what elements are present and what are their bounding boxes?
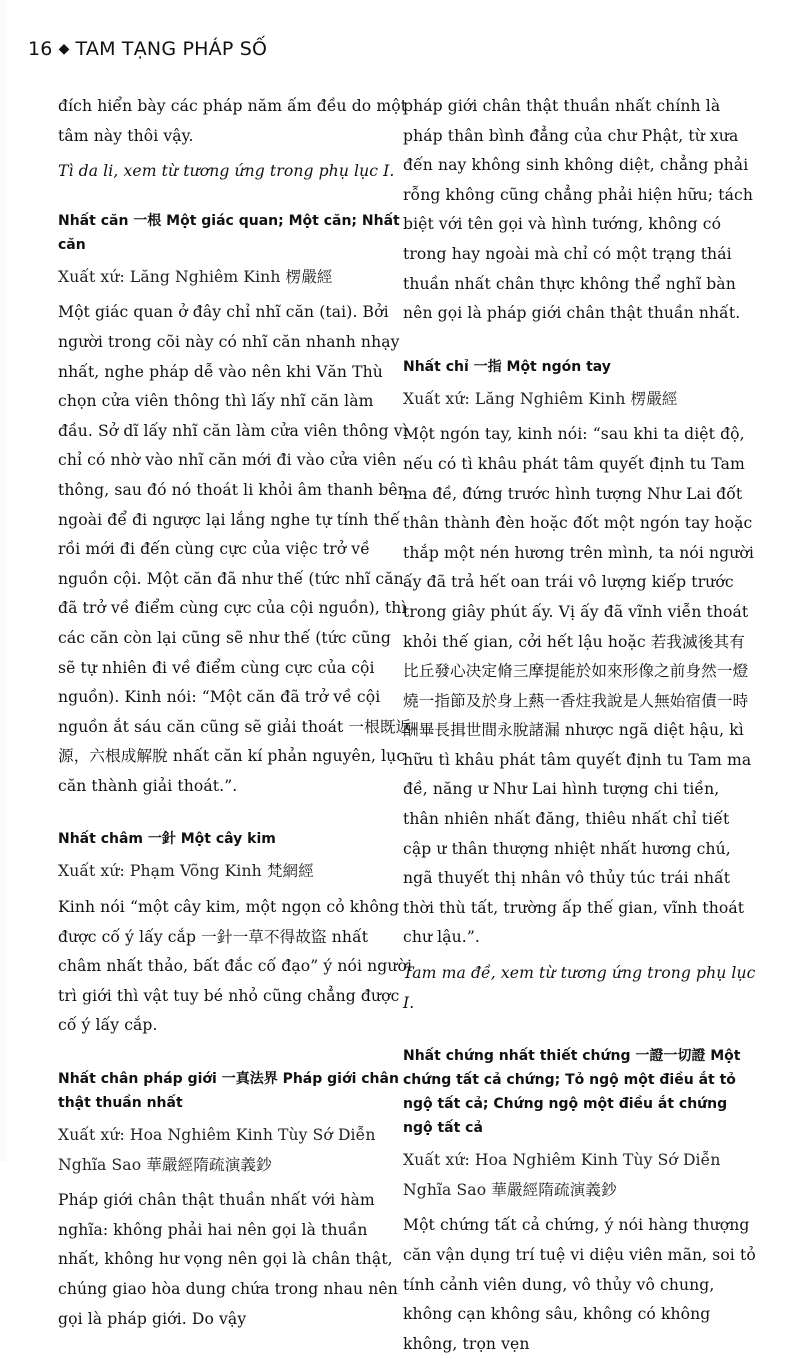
entry-source-nhat-chi: Xuất xứ: Lăng Nghiêm Kinh 楞嚴經	[403, 389, 678, 408]
running-title: TAM TẠNG PHÁP SỐ	[75, 38, 268, 60]
entry-body-nhat-chung: Một chứng tất cả chứng, ý nói hàng thượng căn vận dụng trí tuệ vi diệu viên mãn, soi tỏ tính cảnh viên dung, vô thủy vô chung, không cạn không sâu, không có không không, trọn vẹn	[403, 1216, 756, 1353]
page-edge-shadow	[0, 0, 6, 1162]
entry-heading-nhat-chi: Nhất chỉ 一指 Một ngón tay	[403, 358, 611, 375]
entry-body-nhat-can: Một giác quan ở đây chỉ nhĩ căn (tai). Bởi người trong cõi này có nhĩ căn nhanh nhạy nhất, nghe pháp dễ vào nên khi Văn Thù chọn cửa viên thông thì lấy nhĩ căn làm đầu. Sở dĩ lấy nhĩ căn làm cửa viên thông vì chỉ có nhờ vào nhĩ căn mới đi vào cửa viên thông, sau đó nó thoát li khỏi âm thanh bên ngoài để đi ngược lại lắng nghe tự tính thế rồi mới đi đến cùng cực của việc trở về nguồn cội. Một căn đã như thế (tức nhĩ căn đã trở về điểm cùng cực của cội nguồn), thì các căn còn lại cũng sẽ như thế (tức cũng sẽ tự nhiên đi về điểm cùng cực của cội nguồn). Kinh nói: “Một căn đã trở về cội nguồn ắt sáu căn cũng sẽ giải thoát 一根既返源，六根成解脫 nhất căn kí phản nguyên, lục căn thành giải thoát.”.	[58, 303, 412, 795]
entry-heading-nhat-cham: Nhất châm 一針 Một cây kim	[58, 831, 276, 848]
entry-note-nhat-chi: Tam ma đề, xem từ tương ứng trong phụ lục I.	[403, 964, 756, 1012]
entry-source-nhat-chan-phap-gioi: Xuất xứ: Hoa Nghiêm Kinh Tùy Sớ Diễn Nghĩa Sao 華嚴經隋疏演義鈔	[58, 1126, 376, 1174]
running-header	[28, 38, 267, 60]
intro-paragraph: đích hiển bày các pháp năm ấm đều do một tâm này thôi vậy.	[58, 97, 408, 145]
left-column	[58, 92, 413, 1334]
intro-note: Tì da li, xem từ tương ứng trong phụ lục I.	[58, 162, 395, 181]
entry-body-nhat-chan-phap-gioi: Pháp giới chân thật thuần nhất với hàm nghĩa: không phải hai nên gọi là thuần nhất, không hư vọng nên gọi là chân thật, chúng giao hòa dung chứa trong nhau nên gọi là pháp giới. Do vậy	[58, 1191, 398, 1328]
diamond-icon: ◆	[58, 41, 70, 57]
entry-source-nhat-can: Xuất xứ: Lăng Nghiêm Kinh 楞嚴經	[58, 267, 333, 286]
entry-heading-nhat-chung: Nhất chứng nhất thiết chứng 一證一切證 Một chứng tất cả chứng; Tỏ ngộ một điều ắt tỏ ngộ tất cả; Chứng ngộ một điều ắt chứng ngộ tất cả	[403, 1048, 741, 1137]
entry-body-nhat-cham: Kinh nói “một cây kim, một ngọn cỏ không được cố ý lấy cắp 一針一草不得故盜 nhất châm nhất thảo, bất đắc cố đạo” ý nói người trì giới thì vật tuy bé nhỏ cũng chẳng được cố ý lấy cắp.	[58, 898, 413, 1035]
entry-source-nhat-chung: Xuất xứ: Hoa Nghiêm Kinh Tùy Sớ Diễn Nghĩa Sao 華嚴經隋疏演義鈔	[403, 1151, 721, 1199]
entry-source-nhat-cham: Xuất xứ: Phạm Võng Kinh 梵網經	[58, 862, 314, 881]
right-column	[403, 92, 759, 1359]
page-number: 16	[28, 38, 53, 60]
entry-body-nhat-chi: Một ngón tay, kinh nói: “sau khi ta diệt độ, nếu có tì khâu phát tâm quyết định tu Tam ma đề, đứng trước hình tượng Như Lai đốt thân thành đèn hoặc đốt một ngón tay hoặc thắp một nén hương trên mình, ta nói người ấy đã trả hết oan trái vô lượng kiếp trước trong giây phút ấy. Vị ấy đã vĩnh viễn thoát khỏi thế gian, cởi hết lậu hoặc 若我滅後其有比丘發心决定脩三摩提能於如來形像之前身然一燈燒一指節及於身上爇一香炷我說是人無始宿債一時酬畢長揖世間永脫諸漏 nhược ngã diệt hậu, kì hữu tì khâu phát tâm quyết định tu Tam ma đề, năng ư Như Lai hình tượng chi tiền, thân nhiên nhất đăng, thiêu nhất chỉ tiết cập ư thân thượng nhiệt nhất hương chú, ngã thuyết thị nhân vô thủy túc trái nhất thời thù tất, trường ấp thế gian, vĩnh thoát chư lậu.”.	[403, 425, 754, 947]
entry-heading-nhat-can: Nhất căn 一根 Một giác quan; Một căn; Nhất căn	[58, 212, 400, 253]
entry-heading-nhat-chan-phap-gioi: Nhất chân pháp giới 一真法界 Pháp giới chân thật thuần nhất	[58, 1071, 399, 1112]
continuation-paragraph: pháp giới chân thật thuần nhất chính là pháp thân bình đẳng của chư Phật, từ xưa đến nay không sinh không diệt, chẳng phải rỗng không cũng chẳng phải hiện hữu; tách biệt với tên gọi và hình tướng, không có trong hay ngoài mà chỉ có một trạng thái thuần nhất chân thực không thể nghĩ bàn nên gọi là pháp giới chân thật thuần nhất.	[403, 97, 753, 323]
